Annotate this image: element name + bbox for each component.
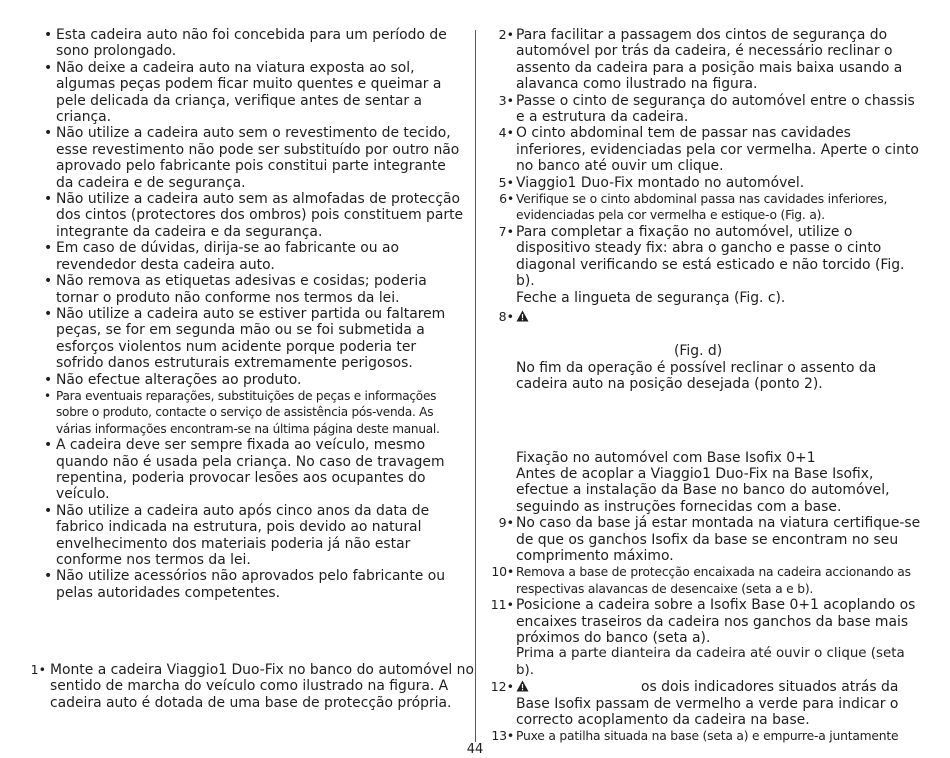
warning-list	[38, 27, 466, 601]
bullet-marker: •	[44, 502, 53, 519]
bullet-marker: •	[44, 191, 53, 208]
step-number: 11•	[490, 597, 514, 613]
warning-text: Não deixe a cadeira auto na viatura exposta ao sol, algumas peças podem ficar muito quentes e queimar a pele delicada da criança, verifique antes de sentar a criança.	[56, 59, 442, 126]
step-text: No caso da base já estar montada na viatura certifique-se de que os ganchos Isofix da base se encontram no seu comprimento máximo.	[516, 515, 921, 564]
warning-item	[38, 372, 466, 388]
isofix-title: Fixação no automóvel com Base Isofix 0+1	[516, 449, 816, 466]
warning-text: Esta cadeira auto não foi concebida para um período de sono prolongado.	[56, 27, 447, 60]
bullet-marker: •	[44, 59, 53, 76]
step-9	[490, 515, 922, 564]
step-7	[490, 224, 922, 290]
bullet-marker: •	[44, 273, 53, 290]
step-number: 12•	[490, 679, 514, 695]
column-divider	[475, 30, 476, 742]
step-3	[490, 93, 922, 126]
step-number: 5•	[498, 174, 514, 190]
step-text: Viaggio1 Duo-Fix montado no automóvel.	[516, 174, 805, 191]
page-number: 44	[466, 742, 484, 757]
warning-item	[38, 503, 466, 569]
fig-d-label: (Fig. d)	[674, 343, 723, 360]
bullet-marker: •	[44, 125, 53, 142]
step-text: O cinto abdominal tem de passar nas cavidades inferiores, evidenciadas pela cor vermelha. Aperte o cinto no banco até ouvir um clique.	[516, 125, 919, 175]
step-number: 7•	[498, 223, 514, 239]
warning-item	[38, 240, 466, 273]
warning-text: Não efectue alterações ao produto.	[56, 371, 302, 388]
step-text: Verifique se o cinto abdominal passa nas cavidades inferiores, evidenciadas pela cor vermelha e estique-o (Fig. a).	[516, 192, 888, 223]
step-number: 3•	[498, 92, 514, 108]
warning-item	[38, 60, 466, 126]
step-12	[490, 679, 922, 695]
step-text: Posicione a cadeira sobre a Isofix Base 0+1 acoplando os encaixes traseiros da cadeira nos ganchos da base mais próximos do banco (seta a).	[516, 597, 916, 646]
warning-icon	[516, 680, 529, 692]
bullet-marker: •	[44, 371, 53, 388]
left-column	[30, 27, 474, 711]
step-2	[490, 27, 922, 93]
step-8-text: No fim da operação é possível reclinar o assento da cadeira auto na posição desejada (ponto 2).	[516, 359, 877, 393]
step-number: 10•	[491, 564, 514, 580]
warning-text: A cadeira deve ser sempre fixada ao veículo, mesmo quando não é usada pela criança. No caso de travagem repentina, poderia provocar lesões aos ocupantes do veículo.	[56, 437, 445, 503]
step-number: 13•	[491, 728, 514, 744]
step-number: 9•	[498, 515, 514, 531]
step-number: 2•	[498, 27, 514, 42]
step-10	[490, 564, 922, 597]
bullet-marker: •	[44, 437, 53, 454]
warning-icon	[516, 310, 529, 322]
warning-text: Não utilize a cadeira auto sem o revestimento de tecido, esse revestimento não pode ser substituído por outro não aprovado pelo fabricante pois constitui parte integrante da cadeira e de segurança.	[56, 125, 460, 191]
step-6	[490, 191, 922, 224]
warning-text: Não utilize a cadeira auto se estiver partida ou faltarem peças, se for em segunda mão ou se foi submetida a esforços violentos num acidente porque poderia ter sofrido danos estruturais extremamente perigosos.	[56, 305, 446, 372]
warning-item	[38, 388, 466, 437]
warning-text: Não utilize a cadeira auto sem as almofadas de protecção dos cintos (protectores dos ombros) pois constituem parte integrante da cadeira e da segurança.	[56, 191, 464, 240]
step-text: os dois indicadores situados atrás da	[641, 679, 899, 696]
step-text: Remova a base de protecção encaixada na cadeira accionando as respectivas alavancas de desencaixe (seta a e b).	[516, 565, 911, 596]
step-7-extra: Feche a lingueta de segurança (Fig. c).	[516, 289, 786, 306]
warning-item	[38, 273, 466, 306]
step-4	[490, 125, 922, 174]
warning-text: Não utilize acessórios não aprovados pelo fabricante ou pelas autoridades competentes.	[56, 568, 446, 601]
warning-item	[38, 437, 466, 503]
isofix-intro: Antes de acoplar a Viaggio1 Duo-Fix na Base Isofix, efectue a instalação da Base no banco do automóvel, seguindo as instruções fornecidas com a base.	[516, 465, 890, 515]
warning-item	[38, 306, 466, 372]
warning-item	[38, 191, 466, 240]
step-11	[490, 597, 922, 646]
right-column	[490, 27, 922, 745]
step-number: 1•	[30, 662, 46, 677]
step-text: Passe o cinto de segurança do automóvel entre o chassis e a estrutura da cadeira.	[516, 92, 915, 126]
bullet-marker: •	[44, 388, 51, 403]
warning-text: Não remova as etiquetas adesivas e cosidas; poderia tornar o produto não conforme nos termos da lei.	[56, 273, 427, 306]
warning-text: Para eventuais reparações, substituições de peças e informações sobre o produto, contacte o serviço de assistência pós-venda. As várias informações encontram-se na última página deste manual.	[56, 388, 440, 436]
warning-text: Em caso de dúvidas, dirija-se ao fabricante ou ao revendedor desta cadeira auto.	[56, 240, 400, 273]
step-5	[490, 175, 922, 191]
step-11-extra: Prima a parte dianteira da cadeira até ouvir o clique (seta b).	[516, 646, 905, 678]
bullet-marker: •	[44, 240, 53, 257]
warning-item	[38, 125, 466, 191]
step-text: Para facilitar a passagem dos cintos de segurança do automóvel por trás da cadeira, é necessário reclinar o assento da cadeira para a posição mais baixa usando a alavanca como ilustrado na figura.	[516, 27, 903, 93]
step-number: 6•	[499, 191, 514, 207]
step-text: Puxe a patilha situada na base (seta a) e empurre-a juntamente	[516, 729, 899, 744]
step-12-extra: Base Isofix passam de vermelho a verde para indicar o correcto acoplamento da cadeira na base.	[516, 695, 899, 729]
step-text: Para completar a fixação no automóvel, utilize o dispositivo steady fix: abra o gancho e passe o cinto diagonal verificando se está esticado e não torcido (Fig. b).	[516, 223, 905, 290]
warning-item	[38, 27, 466, 60]
step-1	[22, 662, 478, 711]
bullet-marker: •	[44, 305, 53, 322]
bullet-marker: •	[44, 27, 53, 43]
step-text: Monte a cadeira Viaggio1 Duo-Fix no banco do automóvel no sentido de marcha do veículo como ilustrado na figura. A cadeira auto é dotada de uma base de protecção própria.	[50, 662, 474, 711]
step-number: 8•	[498, 308, 514, 324]
warning-item	[38, 568, 466, 601]
warning-text: Não utilize a cadeira auto após cinco anos da data de fabrico indicada na estrutura, pois devido ao natural envelhecimento dos materiais poderia já não estar conforme nos termos da lei.	[56, 502, 430, 568]
step-number: 4•	[498, 125, 514, 141]
bullet-marker: •	[44, 568, 53, 585]
step-8	[490, 309, 922, 325]
